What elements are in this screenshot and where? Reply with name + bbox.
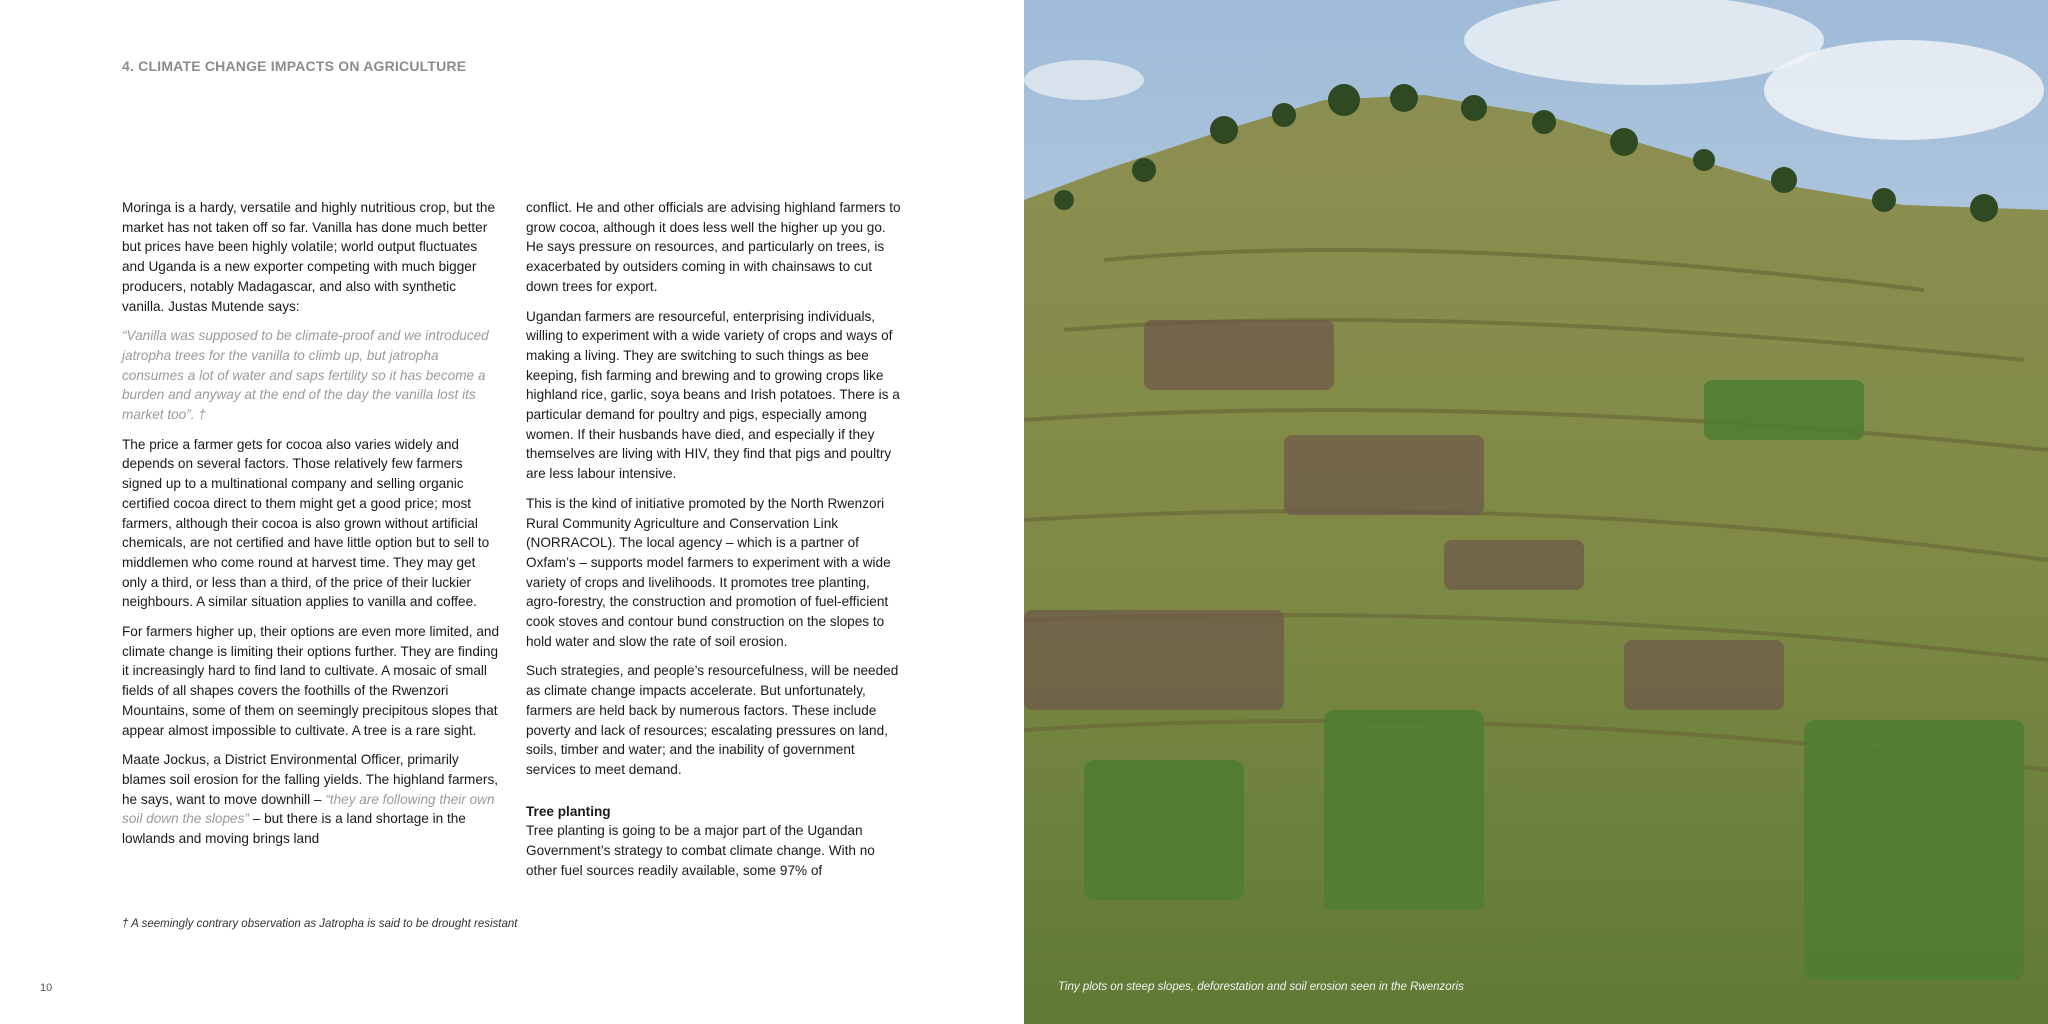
page-number: 10 <box>40 982 53 994</box>
paragraph: This is the kind of initiative promoted by the North Rwenzori Rural Community Agriculture and Conservation Link (NORRACOL). The local agency – which is a partner of Oxfam’s – supports model farmers to experiment with a wide variety of crops and livelihoods. It promotes tree planting, agro-forestry, the construction and promotion of fuel-efficient cook stoves and contour bund construction on the slopes to hold water and slow the rate of soil erosion. <box>526 495 891 649</box>
paragraph: Ugandan farmers are resourceful, enterprising individuals, willing to experiment with a wide variety of crops and ways of making a living. They are switching to such things as bee keeping, fish farming and brewing and to growing crops like highland rice, garlic, soya beans and Irish potatoes. There is a particular demand for poultry and pigs, especially among women. If their husbands have died, and especially if they themselves are living with HIV, they find that pigs and poultry are less labour intensive. <box>526 308 900 482</box>
footnote: † A seemingly contrary observation as Jatropha is said to be drought resistant <box>122 918 518 930</box>
text-column-2 <box>526 198 904 891</box>
paragraph <box>122 750 500 849</box>
subheading-tree-planting: Tree planting <box>526 803 611 819</box>
inline-quote: “they are following their own soil down the slopes” <box>122 791 495 827</box>
paragraph-text: Maate Jockus, a District Environmental Officer, primarily blames soil erosion for the falling yields. The highland farmers, he says, want to move downhill – <box>122 752 499 807</box>
text-column-1 <box>122 198 500 859</box>
paragraph: For farmers higher up, their options are even more limited, and climate change is limiting their options further. They are finding it increasingly hard to find land to cultivate. A mosaic of small fields of all shapes covers the foothills of the Rwenzori Mountains, some of them on seemingly precipitous slopes that appear almost impossible to cultivate. A tree is a rare sight. <box>122 624 500 738</box>
section-heading: 4. CLIMATE CHANGE IMPACTS ON AGRICULTURE <box>122 58 467 74</box>
paragraph: Tree planting is going to be a major part of the Ugandan Government’s strategy to combat climate change. With no other fuel sources readily available, some 97% of <box>526 823 875 878</box>
paragraph: Such strategies, and people’s resourcefulness, will be needed as climate change impacts accelerate. But unfortunately, farmers are held back by numerous factors. These include poverty and lack of resources; escalating pressures on land, soils, timber and water; and the inability of government services to meet demand. <box>526 663 899 777</box>
photo-caption: Tiny plots on steep slopes, deforestation and soil erosion seen in the Rwenzoris <box>1058 981 1464 993</box>
cloud <box>1024 60 1144 100</box>
paragraph-text: – but there is a land shortage in the lowlands and moving brings land <box>122 811 466 847</box>
pull-quote: “Vanilla was supposed to be climate-proof and we introduced jatropha trees for the vanilla to climb up, but jatropha consumes a lot of water and saps fertility so it has become a burden and anyway at the end of the day the vanilla lost its market too”. † <box>122 328 489 423</box>
hillside-photo <box>1024 0 2048 1024</box>
paragraph: Moringa is a hardy, versatile and highly nutritious crop, but the market has not taken off so far. Vanilla has done much better but prices have been highly volatile; world output fluctuates and Uganda is a new exporter competing with much bigger producers, notably Madagascar, and also with synthetic vanilla. Justas Mutende says: <box>122 200 496 314</box>
paragraph: conflict. He and other officials are advising highland farmers to grow cocoa, although it does less well the higher up you go. He says pressure on resources, and particularly on trees, is exacerbated by outsiders coming in with chainsaws to cut down trees for export. <box>526 200 901 294</box>
hillside-illustration <box>1024 0 2048 1024</box>
paragraph: The price a farmer gets for cocoa also varies widely and depends on several factors. Those relatively few farmers signed up to a multinational company and selling organic certified cocoa direct to them might get a good price; most farmers, although their cocoa is also grown without artificial chemicals, are not certified and have little option but to sell to middlemen who come round at harvest time. They may get only a third, or less than a third, of the price of their luckier neighbours. A similar situation applies to vanilla and coffee. <box>122 436 490 610</box>
cloud <box>1764 40 2044 140</box>
